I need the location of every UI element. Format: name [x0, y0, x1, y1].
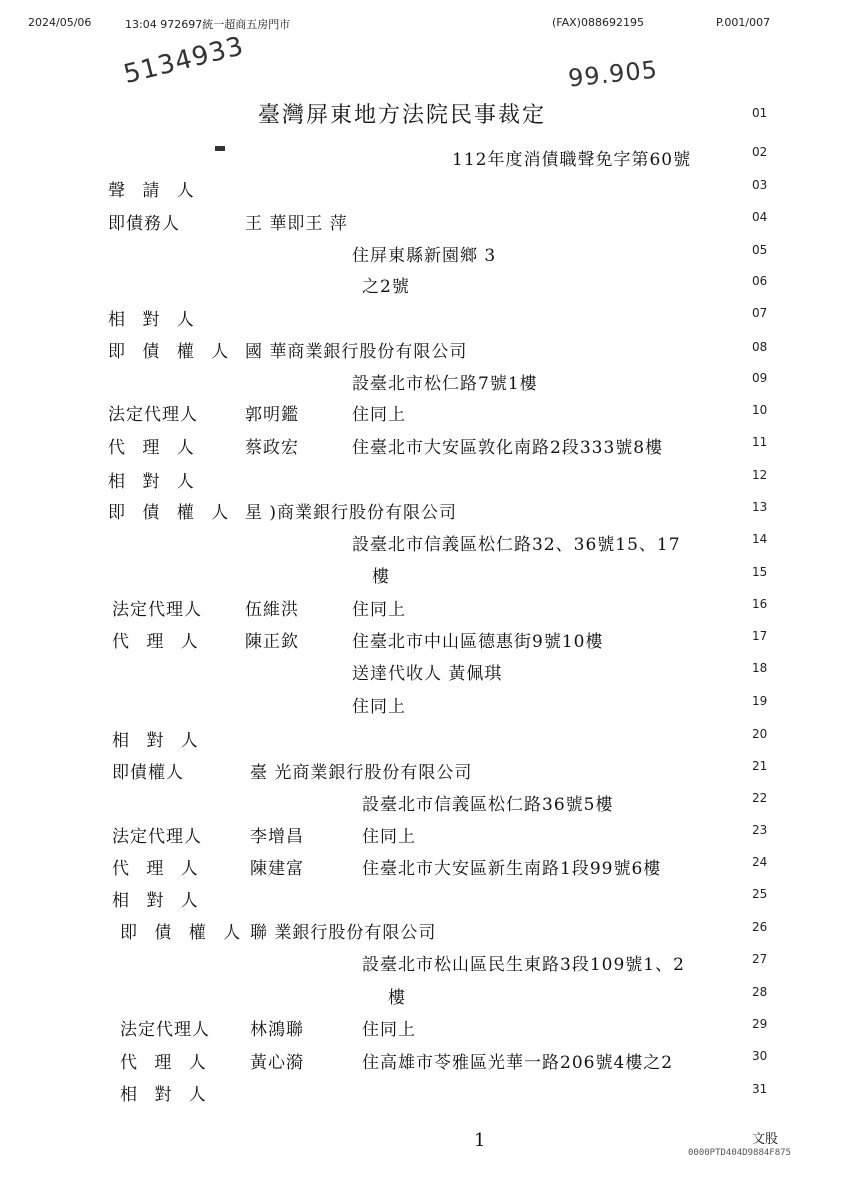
party-name: 李增昌 [250, 827, 304, 847]
page-number: 1 [474, 1130, 486, 1151]
party-name: 國 華商業銀行股份有限公司 [245, 342, 468, 362]
line-number: 22 [752, 791, 768, 805]
line-number: 02 [752, 145, 768, 159]
party-name: 陳建富 [250, 859, 304, 879]
handwritten-number-left: 5134933 [120, 31, 248, 90]
party-name: 王 華即王 萍 [245, 214, 348, 234]
party-role-label: 即 債 權 人 [120, 923, 247, 943]
division-stamp: 文股 [752, 1132, 779, 1147]
line-number: 31 [752, 1082, 768, 1096]
party-address: 住同上 [352, 600, 406, 620]
fax-header [0, 16, 848, 36]
party-name: 星 )商業銀行股份有限公司 [245, 503, 458, 523]
party-role-label: 聲 請 人 [108, 181, 200, 201]
party-name: 林鴻聯 [250, 1020, 304, 1040]
party-address: 設臺北市松仁路7號1樓 [352, 374, 538, 394]
fax-number: (FAX)088692195 [552, 16, 644, 29]
party-role-label: 即 債 權 人 [108, 342, 235, 362]
party-address: 設臺北市信義區松仁路36號5樓 [362, 795, 614, 815]
party-role-label: 法定代理人 [112, 600, 202, 620]
line-number: 21 [752, 759, 768, 773]
party-address: 設臺北市信義區松仁路32、36號15、17 [352, 535, 681, 555]
ink-speck [215, 146, 225, 151]
line-number: 11 [752, 435, 768, 449]
party-role-label: 即 債 權 人 [108, 503, 235, 523]
party-address: 設臺北市松山區民生東路3段109號1、2 [362, 955, 685, 975]
line-number: 08 [752, 340, 768, 354]
party-name: 黃心漪 [250, 1053, 304, 1073]
party-address: 住臺北市中山區德惠街9號10樓 [352, 632, 604, 652]
line-number: 04 [752, 210, 768, 224]
line-number: 12 [752, 468, 768, 482]
party-address: 住同上 [352, 697, 406, 717]
line-number: 20 [752, 727, 768, 741]
party-address: 送達代收人 黃佩琪 [352, 664, 503, 684]
party-address: 住屏東縣新園鄉 3 [352, 246, 497, 266]
document-title: 臺灣屏東地方法院民事裁定 [258, 103, 547, 128]
party-role-label: 相 對 人 [108, 472, 200, 492]
line-number: 28 [752, 985, 768, 999]
party-address: 住高雄市苓雅區光華一路206號4樓之2 [362, 1053, 674, 1073]
line-number: 01 [752, 106, 768, 120]
party-address: 住臺北市大安區敦化南路2段333號8樓 [352, 438, 664, 458]
line-number: 29 [752, 1017, 768, 1031]
party-address: 住臺北市大安區新生南路1段99號6樓 [362, 859, 662, 879]
party-role-label: 代 理 人 [112, 859, 204, 879]
line-number: 23 [752, 823, 768, 837]
party-role-label: 相 對 人 [112, 891, 204, 911]
party-role-label: 即債務人 [108, 214, 180, 234]
party-role-label: 代 理 人 [112, 632, 204, 652]
party-role-label: 即債權人 [112, 763, 184, 783]
party-address: 住同上 [362, 827, 416, 847]
line-number: 14 [752, 532, 768, 546]
line-number: 06 [752, 274, 768, 288]
party-role-label: 相 對 人 [120, 1085, 212, 1105]
line-number: 16 [752, 597, 768, 611]
line-number: 17 [752, 629, 768, 643]
party-role-label: 相 對 人 [108, 310, 200, 330]
fax-page: P.001/007 [716, 16, 771, 29]
party-name: 蔡政宏 [245, 438, 299, 458]
party-address: 住同上 [352, 405, 406, 425]
document-code: 0000PTD404D9884F875 [688, 1148, 791, 1158]
line-number: 19 [752, 694, 768, 708]
party-name: 伍維洪 [245, 600, 299, 620]
party-role-label: 法定代理人 [108, 405, 198, 425]
fax-date: 2024/05/06 [28, 16, 92, 29]
fax-time-sender: 13:04 972697統一超商五房門市 [125, 18, 291, 31]
party-role-label: 相 對 人 [112, 731, 204, 751]
party-role-label: 代 理 人 [108, 438, 200, 458]
party-name: 陳正欽 [245, 632, 299, 652]
line-number: 26 [752, 920, 768, 934]
handwritten-number-right: 99.905 [566, 55, 660, 93]
line-number: 13 [752, 500, 768, 514]
party-address: 樓 [372, 567, 390, 587]
party-role-label: 法定代理人 [112, 827, 202, 847]
party-name: 聯 業銀行股份有限公司 [250, 923, 437, 943]
party-name: 郭明鑑 [245, 405, 299, 425]
party-address: 之2號 [362, 277, 410, 297]
line-number: 25 [752, 887, 768, 901]
party-name: 臺 光商業銀行股份有限公司 [250, 763, 473, 783]
line-number: 10 [752, 403, 768, 417]
party-role-label: 法定代理人 [120, 1020, 210, 1040]
case-number: 112年度消債職聲免字第60號 [452, 150, 692, 170]
line-number: 15 [752, 565, 768, 579]
party-address: 樓 [388, 988, 406, 1008]
line-number: 09 [752, 371, 768, 385]
line-number: 27 [752, 952, 768, 966]
line-number: 18 [752, 661, 768, 675]
line-number: 30 [752, 1049, 768, 1063]
line-number: 07 [752, 306, 768, 320]
line-number: 03 [752, 178, 768, 192]
party-role-label: 代 理 人 [120, 1053, 212, 1073]
line-number: 24 [752, 855, 768, 869]
party-address: 住同上 [362, 1020, 416, 1040]
line-number: 05 [752, 243, 768, 257]
